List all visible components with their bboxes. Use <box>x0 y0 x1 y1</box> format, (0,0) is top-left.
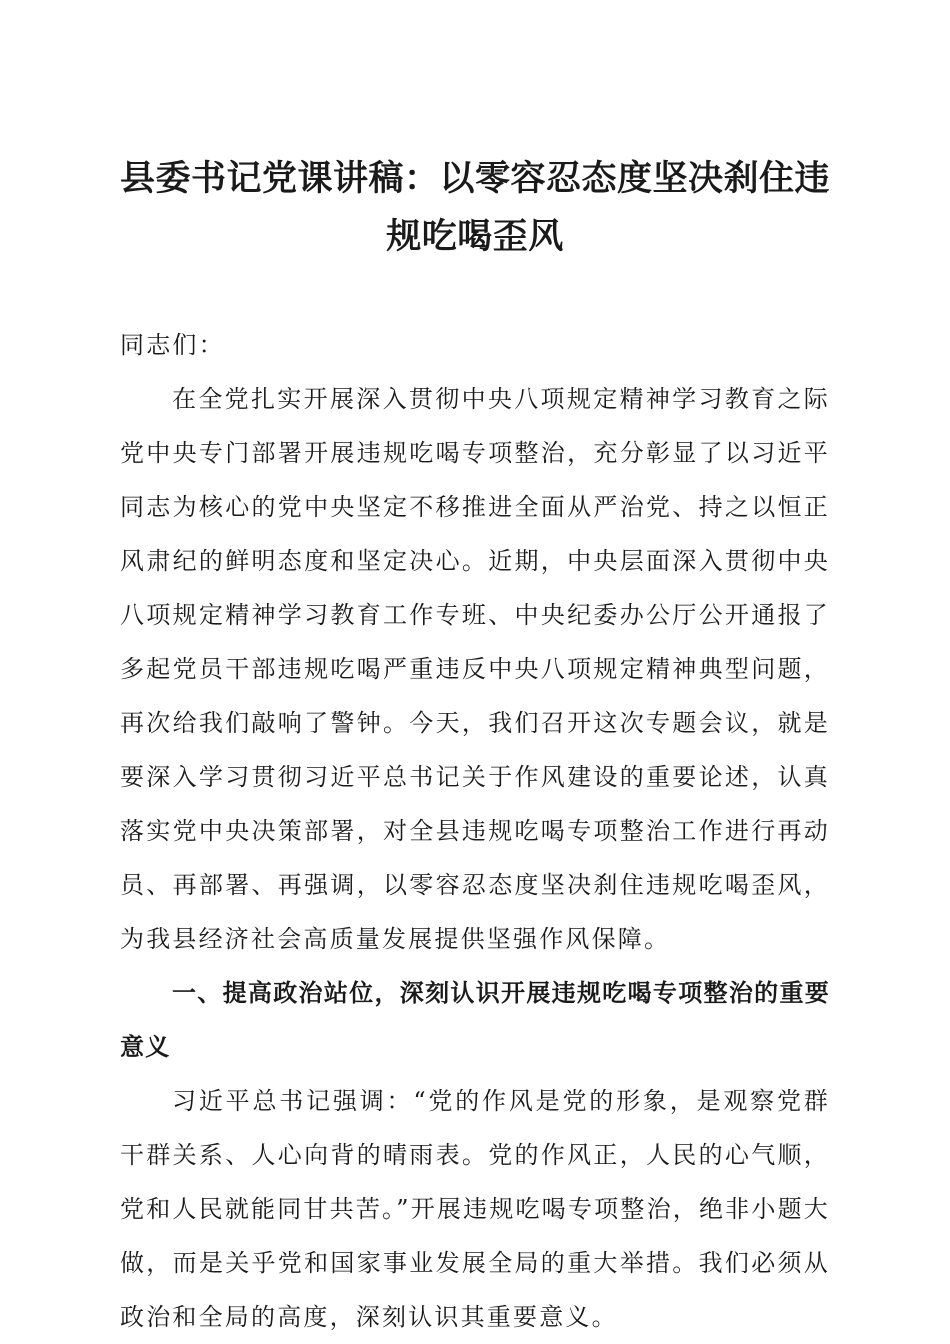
document-title: 县委书记党课讲稿：以零容忍态度坚决刹住违规吃喝歪风 <box>119 158 830 257</box>
document-body <box>120 318 830 1344</box>
intro-paragraph: 在全党扎实开展深入贯彻中央八项规定精神学习教育之际党中央专门部署开展违规吃喝专项整治，充分彰显了以习近平同志为核心的党中央坚定不移推进全面从严治党、持之以恒正风肃纪的鲜明态度和坚定决心。近期，中央层面深入贯彻中央八项规定精神学习教育工作专班、中央纪委办公厅公开通报了多起党员干部违规吃喝严重违反中央八项规定精神典型问题，再次给我们敲响了警钟。今天，我们召开这次专题会议，就是要深入学习贯彻习近平总书记关于作风建设的重要论述，认真落实党中央决策部署，对全县违规吃喝专项整治工作进行再动员、再部署、再强调，以零容忍态度坚决刹住违规吃喝歪风，为我县经济社会高质量发展提供坚强作风保障。 <box>120 385 830 953</box>
salutation: 同志们： <box>120 331 225 359</box>
section-heading: 一、提高政治站位，深刻认识开展违规吃喝专项整治的重要意义 <box>120 979 830 1061</box>
section-paragraph: 习近平总书记强调：“党的作风是党的形象，是观察党群干群关系、人心向背的晴雨表。党的作风正，人民的心气顺，党和人民就能同甘共苦。”开展违规吃喝专项整治，绝非小题大做，而是关乎党和国家事业发展全局的重大举措。我们必须从政治和全局的高度，深刻认识其重要意义。 <box>120 1087 830 1331</box>
